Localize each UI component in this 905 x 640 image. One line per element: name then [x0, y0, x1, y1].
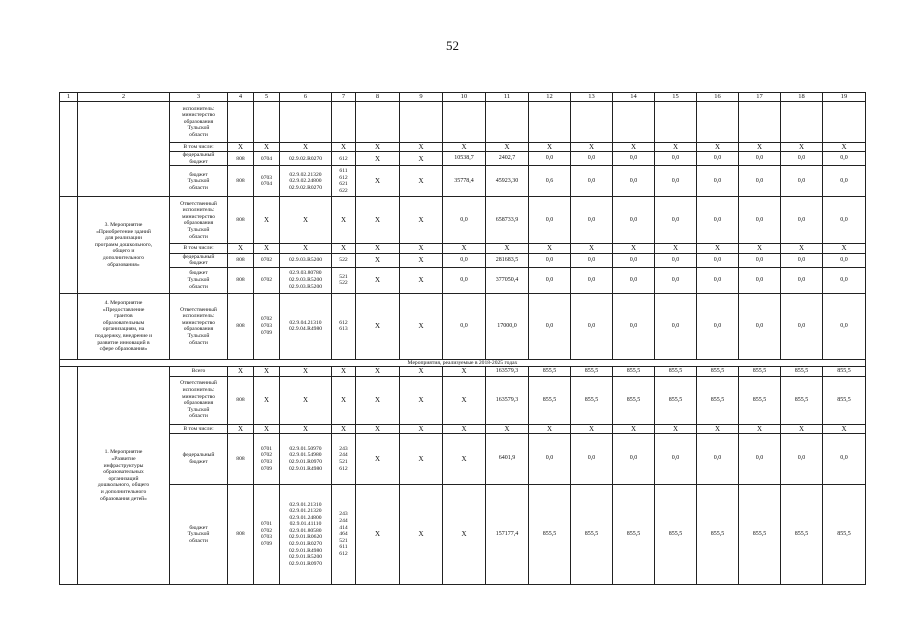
table-cell: 0,0 [613, 267, 655, 293]
table-cell: 35778,4 [443, 166, 486, 197]
table-cell: 808 [228, 267, 254, 293]
header-cell: 8 [356, 93, 400, 102]
table-cell: 02.9.02.R0270 [280, 152, 332, 166]
table-cell: 0,0 [655, 293, 697, 359]
table-cell: 855,5 [655, 376, 697, 424]
x-cell: X [443, 424, 486, 433]
table-cell: 0,0 [697, 197, 739, 244]
table-row [60, 244, 866, 253]
table-cell [443, 102, 486, 143]
x-cell: X [443, 484, 486, 584]
table-cell: 0,0 [655, 433, 697, 484]
table-cell: 0,0 [571, 197, 613, 244]
table-cell [781, 102, 823, 143]
measure-name: 3. Мероприятие «Приобретение зданий для реализации программ дошкольного, общего и дополнительного образования» [78, 197, 170, 293]
table-cell: 0701 0702 0703 0709 [254, 484, 280, 584]
x-cell: X [228, 367, 254, 376]
table-cell: 0,0 [613, 293, 655, 359]
x-cell: X [400, 197, 443, 244]
table-cell: 02.9.02.21320 02.9.02.24800 02.9.02.R0270 [280, 166, 332, 197]
table-cell: 0,0 [529, 433, 571, 484]
table-cell: 0,0 [697, 433, 739, 484]
table-cell: 0,0 [739, 197, 781, 244]
table-cell [356, 102, 400, 143]
table-cell: 0,0 [697, 253, 739, 267]
table-cell: 02.9.01.50970 02.9.01.54980 02.9.01.R0970 02.9.01.R4980 [280, 433, 332, 484]
x-cell: X [613, 424, 655, 433]
x-cell: X [332, 197, 356, 244]
x-cell: X [529, 143, 571, 152]
x-cell: X [443, 244, 486, 253]
x-cell: X [254, 424, 280, 433]
header-cell: 4 [228, 93, 254, 102]
table-cell: 0,0 [781, 267, 823, 293]
table-cell: 6401,9 [486, 433, 529, 484]
table-cell: бюджет Тульской области [170, 267, 228, 293]
x-cell: X [697, 143, 739, 152]
table-cell: 855,5 [739, 367, 781, 376]
table-cell: 0,0 [613, 166, 655, 197]
x-cell: X [443, 143, 486, 152]
x-cell: X [571, 244, 613, 253]
x-cell: X [400, 424, 443, 433]
table-cell [60, 367, 78, 585]
table-cell: 808 [228, 433, 254, 484]
table-cell: 855,5 [571, 484, 613, 584]
x-cell: X [356, 376, 400, 424]
table-cell: 0,0 [823, 293, 866, 359]
table-cell: 0703 0704 [254, 166, 280, 197]
table-cell: 855,5 [739, 484, 781, 584]
table-cell: 855,5 [529, 484, 571, 584]
table-cell: 0,0 [655, 253, 697, 267]
x-cell: X [739, 244, 781, 253]
budget-table [59, 92, 866, 585]
table-cell: 808 [228, 293, 254, 359]
table-cell [332, 102, 356, 143]
table-cell: 855,5 [823, 367, 866, 376]
x-cell: X [254, 197, 280, 244]
table-cell: 0,0 [443, 253, 486, 267]
table-cell [697, 102, 739, 143]
table-cell: 0,0 [739, 253, 781, 267]
table-cell: 0,0 [443, 293, 486, 359]
x-cell: X [254, 367, 280, 376]
table-cell: 0,0 [529, 152, 571, 166]
table-cell: 0,0 [571, 433, 613, 484]
table-cell: 611 612 621 622 [332, 166, 356, 197]
x-cell: X [356, 433, 400, 484]
table-cell: 855,5 [571, 367, 613, 376]
x-cell: X [254, 143, 280, 152]
table-cell: Ответственный исполнитель: министерство образования Тульской области [170, 293, 228, 359]
table-cell: 0,0 [739, 267, 781, 293]
x-cell: X [613, 143, 655, 152]
table-cell: Ответственный исполнитель: министерство образования Тульской области [170, 197, 228, 244]
header-cell: 7 [332, 93, 356, 102]
header-cell: 16 [697, 93, 739, 102]
header-cell: 10 [443, 93, 486, 102]
x-cell: X [781, 424, 823, 433]
table-cell: 243 244 521 612 [332, 433, 356, 484]
table-cell: 163579,3 [486, 376, 529, 424]
table-cell: 855,5 [697, 376, 739, 424]
table-cell: 243 244 414 464 521 611 612 [332, 484, 356, 584]
table-cell: 855,5 [781, 367, 823, 376]
x-cell: X [400, 433, 443, 484]
x-cell: X [228, 424, 254, 433]
section-heading: Мероприятия, реализуемые в 2018-2025 годах [60, 359, 866, 367]
x-cell: X [356, 143, 400, 152]
x-cell: X [400, 152, 443, 166]
x-cell: X [280, 143, 332, 152]
x-cell: X [400, 143, 443, 152]
table-row [60, 152, 866, 166]
header-cell: 1 [60, 93, 78, 102]
table-cell: 808 [228, 152, 254, 166]
x-cell: X [400, 267, 443, 293]
header-cell: 11 [486, 93, 529, 102]
table-cell: 02.9.03.80780 02.9.03.R5200 02.9.03.R5200 [280, 267, 332, 293]
table-cell: 45923,30 [486, 166, 529, 197]
table-cell [486, 102, 529, 143]
x-cell: X [254, 244, 280, 253]
table-cell: 522 [332, 253, 356, 267]
table-row [60, 166, 866, 197]
table-cell [228, 102, 254, 143]
x-cell: X [228, 143, 254, 152]
table-cell: бюджет Тульской области [170, 166, 228, 197]
x-cell: X [739, 424, 781, 433]
x-cell: X [356, 166, 400, 197]
table-cell: 0,0 [443, 197, 486, 244]
header-cell: 12 [529, 93, 571, 102]
header-cell: 15 [655, 93, 697, 102]
table-cell: 808 [228, 197, 254, 244]
x-cell: X [823, 424, 866, 433]
table-cell: 0704 [254, 152, 280, 166]
table-cell: 0,0 [571, 253, 613, 267]
table-cell: 855,5 [613, 376, 655, 424]
table-cell: исполнитель: министерство образования Тульской области [170, 102, 228, 143]
table-cell: 855,5 [781, 484, 823, 584]
table-cell: 658733,9 [486, 197, 529, 244]
table-cell: 0,0 [823, 433, 866, 484]
table-cell: 855,5 [613, 484, 655, 584]
table-cell: 612 613 [332, 293, 356, 359]
table-cell: 0702 [254, 253, 280, 267]
table-cell: 808 [228, 484, 254, 584]
x-cell: X [443, 376, 486, 424]
table-cell: 808 [228, 166, 254, 197]
x-cell: X [781, 143, 823, 152]
table-cell: 0,0 [823, 197, 866, 244]
table-cell [60, 102, 78, 197]
table-cell [571, 102, 613, 143]
table-cell: 0,0 [697, 152, 739, 166]
x-cell: X [356, 367, 400, 376]
header-cell: 2 [78, 93, 170, 102]
table-cell: федеральный бюджет [170, 152, 228, 166]
header-cell: 18 [781, 93, 823, 102]
table-cell: 0701 0702 0703 0709 [254, 433, 280, 484]
table-cell: 163579,3 [486, 367, 529, 376]
table-cell [78, 102, 170, 197]
table-row [60, 253, 866, 267]
x-cell: X [228, 244, 254, 253]
table-cell: 855,5 [739, 376, 781, 424]
table-cell: 0,0 [697, 166, 739, 197]
header-cell: 19 [823, 93, 866, 102]
table-row [60, 376, 866, 424]
table-cell: В том числе: [170, 143, 228, 152]
x-cell: X [571, 143, 613, 152]
table-cell: 808 [228, 376, 254, 424]
table-cell: 612 [332, 152, 356, 166]
table-cell: 808 [228, 253, 254, 267]
header-cell: 9 [400, 93, 443, 102]
x-cell: X [655, 143, 697, 152]
section-heading-row [60, 359, 866, 367]
table-cell: 0702 0703 0709 [254, 293, 280, 359]
x-cell: X [655, 424, 697, 433]
x-cell: X [571, 424, 613, 433]
table-cell [529, 102, 571, 143]
table-cell: 0,0 [655, 267, 697, 293]
page-number: 52 [446, 38, 459, 53]
x-cell: X [486, 244, 529, 253]
x-cell: X [280, 424, 332, 433]
table-row [60, 197, 866, 244]
table-cell: 855,5 [697, 484, 739, 584]
table-cell: 10538,7 [443, 152, 486, 166]
table-cell: 0,0 [529, 197, 571, 244]
table-cell: 855,5 [655, 484, 697, 584]
table-cell: 0,0 [823, 152, 866, 166]
table-cell [400, 102, 443, 143]
table-cell: 0,0 [739, 152, 781, 166]
x-cell: X [400, 293, 443, 359]
table-cell: 0,0 [571, 166, 613, 197]
x-cell: X [529, 424, 571, 433]
table-cell: 0,0 [823, 267, 866, 293]
x-cell: X [280, 244, 332, 253]
table-cell: федеральный бюджет [170, 433, 228, 484]
x-cell: X [400, 253, 443, 267]
x-cell: X [356, 244, 400, 253]
table-row [60, 143, 866, 152]
table-cell: 0,6 [529, 166, 571, 197]
table-cell: 0,0 [781, 293, 823, 359]
table-cell: 855,5 [571, 376, 613, 424]
x-cell: X [332, 143, 356, 152]
table-cell: 855,5 [697, 367, 739, 376]
table-cell [739, 102, 781, 143]
table-cell: Всего [170, 367, 228, 376]
table-cell: 02.9.03.R5200 [280, 253, 332, 267]
table-cell: 02.9.04.21310 02.9.04.R4980 [280, 293, 332, 359]
table-row [60, 484, 866, 584]
x-cell: X [443, 367, 486, 376]
table-cell: 0,0 [781, 152, 823, 166]
x-cell: X [400, 367, 443, 376]
table-row [60, 293, 866, 359]
table-cell: 2402,7 [486, 152, 529, 166]
table-cell: 0,0 [655, 166, 697, 197]
table-cell: 0,0 [655, 197, 697, 244]
table-cell: 0,0 [781, 433, 823, 484]
table-cell: 17000,0 [486, 293, 529, 359]
x-cell: X [280, 197, 332, 244]
table-cell: 157177,4 [486, 484, 529, 584]
x-cell: X [739, 143, 781, 152]
x-cell: X [254, 376, 280, 424]
table-cell [254, 102, 280, 143]
x-cell: X [280, 367, 332, 376]
table-cell: 0,0 [697, 267, 739, 293]
x-cell: X [400, 244, 443, 253]
x-cell: X [356, 484, 400, 584]
table-cell: 0,0 [529, 253, 571, 267]
x-cell: X [486, 424, 529, 433]
x-cell: X [443, 433, 486, 484]
header-cell: 6 [280, 93, 332, 102]
x-cell: X [356, 293, 400, 359]
table-cell: 0,0 [613, 152, 655, 166]
table-cell: 281683,5 [486, 253, 529, 267]
header-cell: 14 [613, 93, 655, 102]
table-cell: 0,0 [739, 433, 781, 484]
header-cell: 17 [739, 93, 781, 102]
table-cell: 0,0 [655, 152, 697, 166]
x-cell: X [356, 253, 400, 267]
table-cell: 0,0 [613, 433, 655, 484]
table-cell: 0,0 [739, 293, 781, 359]
table-cell: 0,0 [613, 253, 655, 267]
x-cell: X [486, 143, 529, 152]
x-cell: X [356, 267, 400, 293]
table-row [60, 267, 866, 293]
table-cell [613, 102, 655, 143]
table-cell: федеральный бюджет [170, 253, 228, 267]
table-cell: 0,0 [571, 267, 613, 293]
table-cell [60, 293, 78, 359]
x-cell: X [400, 484, 443, 584]
x-cell: X [332, 424, 356, 433]
table-cell: 0,0 [613, 197, 655, 244]
table-cell: 02.9.01.21310 02.9.01.21320 02.9.01.24800 02.9.01.41110 02.9.01.80580 02.9.01.R0620 02.9.01.R0270 02.9.01.R4980 02.9.01.R5200 02.9.01.R0970 [280, 484, 332, 584]
x-cell: X [823, 244, 866, 253]
x-cell: X [280, 376, 332, 424]
table-cell: 0,0 [443, 267, 486, 293]
table-cell: 0,0 [823, 166, 866, 197]
table-row [60, 424, 866, 433]
table-cell: 0,0 [571, 293, 613, 359]
table-row [60, 367, 866, 376]
table-cell: В том числе: [170, 424, 228, 433]
table-cell: 855,5 [781, 376, 823, 424]
header-cell: 5 [254, 93, 280, 102]
table-cell: 0,0 [739, 166, 781, 197]
header-cell: 3 [170, 93, 228, 102]
table-cell: 0,0 [781, 197, 823, 244]
table-cell: 377050,4 [486, 267, 529, 293]
header-row [60, 93, 866, 102]
table-cell: 0,0 [823, 253, 866, 267]
table-cell: 0702 [254, 267, 280, 293]
x-cell: X [781, 244, 823, 253]
table-row [60, 102, 866, 143]
table-cell [60, 197, 78, 293]
x-cell: X [613, 244, 655, 253]
table-cell: 855,5 [613, 367, 655, 376]
measure-name: 1. Мероприятие «Развитие инфраструктуры образовательных организаций дошкольного, общего и дополнительного образования детей» [78, 367, 170, 585]
x-cell: X [697, 244, 739, 253]
x-cell: X [332, 367, 356, 376]
table-cell: бюджет Тульской области [170, 484, 228, 584]
table-cell: 855,5 [823, 376, 866, 424]
table-cell: В том числе: [170, 244, 228, 253]
x-cell: X [332, 244, 356, 253]
x-cell: X [823, 143, 866, 152]
table-cell: 855,5 [823, 484, 866, 584]
table-cell: 855,5 [655, 367, 697, 376]
table-cell: 0,0 [781, 253, 823, 267]
table-cell: 0,0 [529, 293, 571, 359]
table-cell [823, 102, 866, 143]
table-cell [655, 102, 697, 143]
measure-name: 4. Мероприятие «Предоставление грантов образовательным организациям, на поддержку, внедрение и развитие инноваций в сфере образования» [78, 293, 170, 359]
table-cell: 0,0 [697, 293, 739, 359]
x-cell: X [332, 376, 356, 424]
table-cell: 521 522 [332, 267, 356, 293]
x-cell: X [400, 376, 443, 424]
x-cell: X [356, 152, 400, 166]
x-cell: X [529, 244, 571, 253]
x-cell: X [400, 166, 443, 197]
table-cell: 855,5 [529, 376, 571, 424]
table-cell: Ответственный исполнитель: министерство образования Тульской области [170, 376, 228, 424]
table-cell [280, 102, 332, 143]
x-cell: X [356, 424, 400, 433]
table-cell: 0,0 [781, 166, 823, 197]
header-cell: 13 [571, 93, 613, 102]
x-cell: X [697, 424, 739, 433]
table-cell: 855,5 [529, 367, 571, 376]
x-cell: X [655, 244, 697, 253]
table-cell: 0,0 [529, 267, 571, 293]
table-row [60, 433, 866, 484]
table-cell: 0,0 [571, 152, 613, 166]
x-cell: X [356, 197, 400, 244]
